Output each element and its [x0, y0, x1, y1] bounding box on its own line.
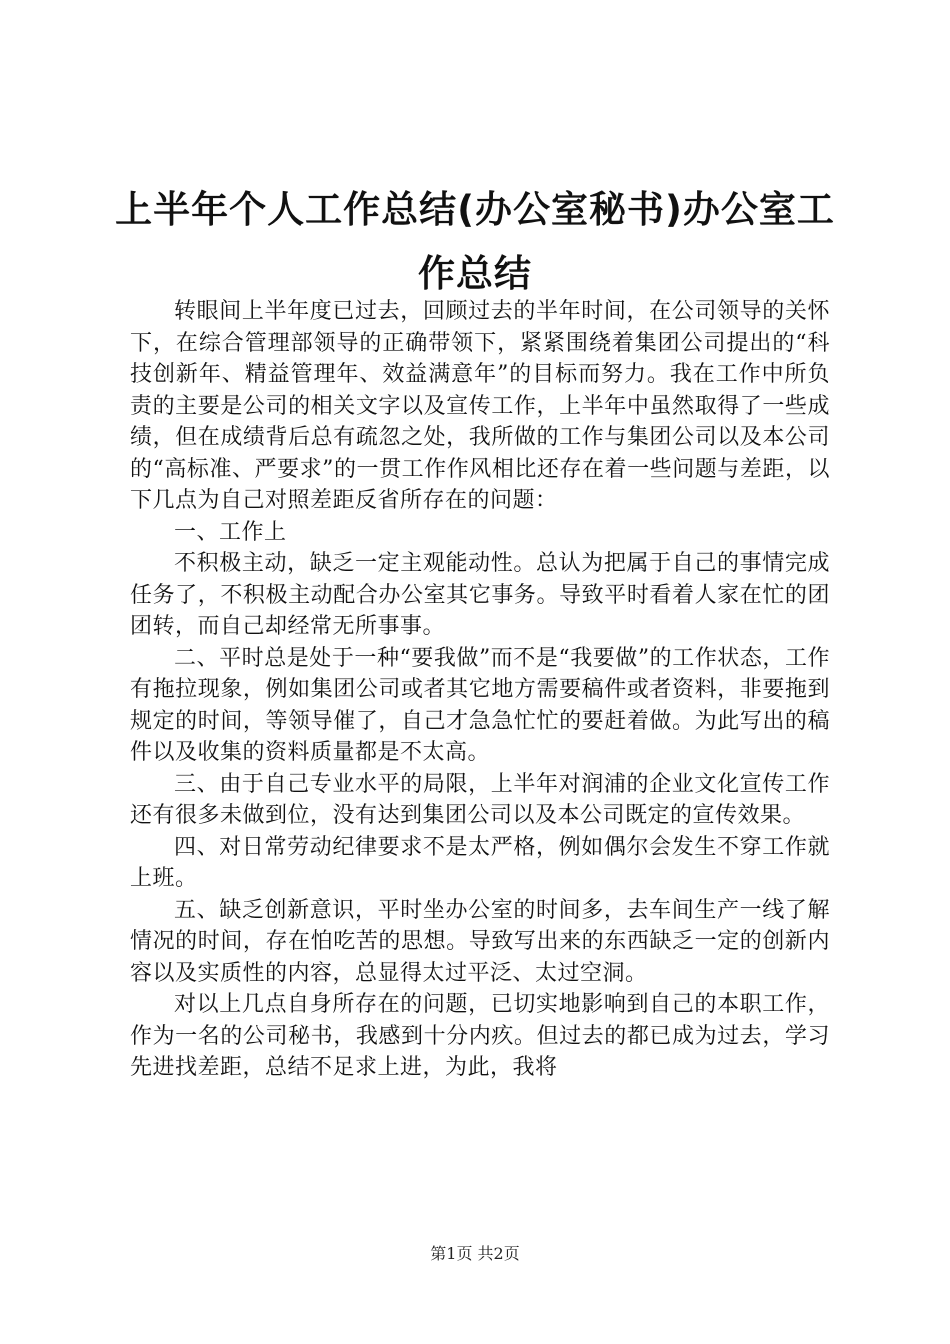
paragraph: 对以上几点自身所存在的问题，已切实地影响到自己的本职工作，作为一名的公司秘书，我感到十分内疚。但过去的都已成为过去，学习先进找差距，总结不足求上进，为此，我将	[130, 992, 830, 1080]
page-number-footer: 第1页 共2页	[430, 1244, 520, 1263]
paragraph: 四、对日常劳动纪律要求不是太严格，例如偶尔会发生不穿工作就上班。	[130, 834, 830, 891]
section-heading: 一、工作上	[174, 519, 287, 545]
paragraph: 五、缺乏创新意识，平时坐办公室的时间多，去车间生产一线了解情况的时间，存在怕吃苦的思想。导致写出来的东西缺乏一定的创新内容以及实质性的内容，总显得太过平泛、太过空洞。	[130, 897, 830, 986]
paragraph: 二、平时总是处于一种“要我做”而不是“我要做”的工作状态，工作有拖拉现象，例如集团公司或者其它地方需要稿件或者资料，非要拖到规定的时间，等领导催了，自己才急急忙忙的要赶着做。为此写出的稿件以及收集的资料质量都是不太高。	[130, 645, 830, 765]
document-body	[130, 296, 830, 1084]
paragraph: 三、由于自己专业水平的局限，上半年对润浦的企业文化宣传工作还有很多未做到位，没有达到集团公司以及本公司既定的宣传效果。	[130, 771, 830, 828]
paragraph: 不积极主动，缺乏一定主观能动性。总认为把属于自己的事情完成任务了，不积极主动配合办公室其它事务。导致平时看着人家在忙的团团转，而自己却经常无所事事。	[130, 551, 830, 639]
paragraph: 转眼间上半年度已过去，回顾过去的半年时间，在公司领导的关怀下，在综合管理部领导的正确带领下，紧紧围绕着集团公司提出的“科技创新年、精益管理年、效益满意年”的目标而努力。我在工作中所负责的主要是公司的相关文字以及宣传工作，上半年中虽然取得了一些成绩，但在成绩背后总有疏忽之处，我所做的工作与集团公司以及本公司的“高标准、严要求”的一贯工作作风相比还存在着一些问题与差距，以下几点为自己对照差距反省所存在的问题：	[130, 299, 830, 513]
document-title: 上半年个人工作总结(办公室秘书)办公室工作总结	[115, 188, 835, 295]
